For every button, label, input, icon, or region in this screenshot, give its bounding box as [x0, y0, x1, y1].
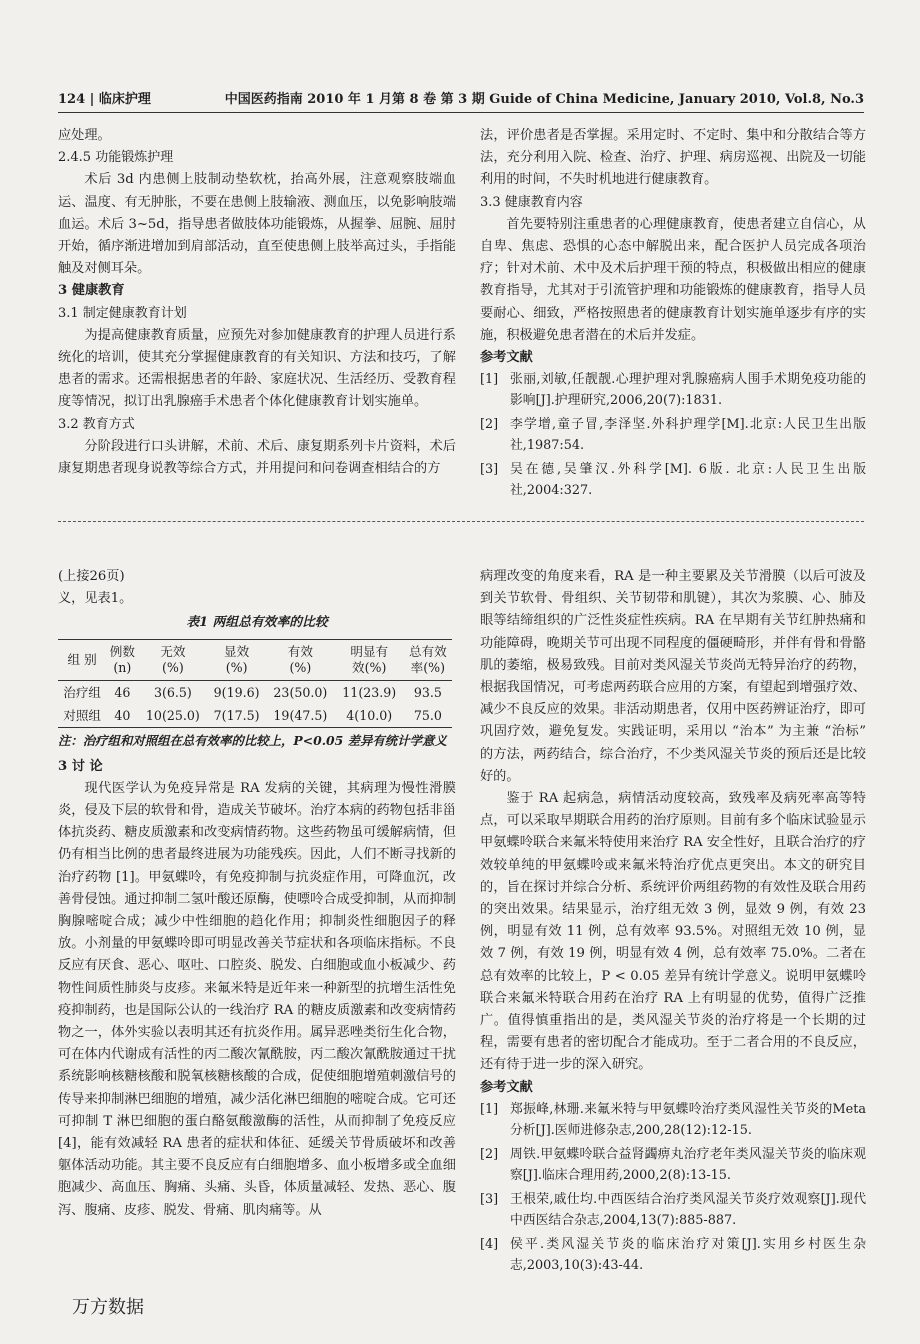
paragraph: 病理改变的角度来看，RA 是一种主要累及关节滑膜（以后可波及到关节软骨、骨组织、关节韧带和肌键），其次为浆膜、心、肺及眼等结缔组织的广泛性炎症性疾病。RA 在早期有关节红肿热痛和功能障碍，晚期关节可出现不同程度的僵硬畸形，并伴有骨和骨骼肌的萎缩，极易致残。目前对类风湿关节炎尚无特异治疗的药物，根据我国情况，可考虑两药联合应用的方案，有望起到增强疗效、减少不良反应的效果。非活动期患者，仅用中医药辨证治疗，即可巩固疗效，避免复发。实践证明，采用以 “治本” 为主兼 “治标” 的方法，两药结合，综合治疗，不少类风湿关节炎的预后还是比较好的。	[480, 569, 866, 784]
table-row	[58, 704, 452, 728]
continued-from: (上接26页)	[58, 569, 125, 584]
header-cell: 例数 (n)	[106, 639, 138, 680]
bottom-right-column	[480, 566, 866, 1279]
reference-item: [1] 张丽,刘敏,任靓靓.心理护理对乳腺癌病人围手术期免疫功能的影响[J].护理研究,2006,20(7):1831.	[480, 372, 866, 409]
reference-list	[480, 1099, 866, 1276]
subsection-heading: 3.3 健康教育内容	[480, 194, 583, 210]
header-left: 124 | 临床护理	[58, 92, 151, 107]
table-cell: 治疗组	[63, 684, 102, 700]
reference-item: [2] 周铁.甲氨蝶呤联合益肾蠲痹丸治疗老年类风湿关节炎的临床观察[J].临床合理用药,2000,2(8):13-15.	[480, 1146, 866, 1183]
paragraph: 首先要特别注重患者的心理健康教育，使患者建立自信心，从自卑、焦虑、恐惧的心态中解脱出来，配合医护人员完成各项治疗；针对术前、术中及术后护理干预的特点，积极做出相应的健康教育指导，尤其对于引流管护理和功能锻炼的健康教育，指导人员要耐心、细致，严格按照患者的健康教育计划实施单逐步有序的实施，积极避免患者潜在的术后并发症。	[480, 216, 866, 343]
header-cell: 显效 (%)	[207, 639, 266, 680]
table-cell: 10(25.0)	[138, 704, 207, 728]
section-heading: 3 讨 论	[58, 758, 103, 774]
table-cell: 93.5	[413, 684, 442, 700]
table-cell: 11(23.9)	[342, 684, 397, 700]
header-cell: 明显有 效(%)	[335, 639, 404, 680]
table-cell: 19(47.5)	[266, 704, 335, 728]
table-cell: 9(19.6)	[213, 684, 260, 700]
subsection-heading: 3.1 制定健康教育计划	[58, 305, 187, 321]
table-cell: 75.0	[404, 704, 452, 728]
table-note: 注：治疗组和对照组在总有效率的比较上，P<0.05 差异有统计学意义	[58, 732, 447, 748]
table-cell: 46	[114, 684, 131, 700]
paragraph: 鉴于 RA 起病急，病情活动度较高，致残率及病死率高等特点，可以采取早期联合用药的治疗原则。目前有多个临床试验显示甲氨蝶呤联合来氟米特使用来治疗 RA 安全性好，且联合治疗的疗效较单纯的甲氨蝶呤或来氟米特治疗优点更突出。本文的研究目的，旨在探讨并综合分析、系统评价两组药物的有效性及联合用药的突出效果。结果显示，治疗组无效 3 例，显效 9 例，有效 23 例，明显有效 11 例，总有效率 93.5%。对照组无效 10 例，显效 7 例，有效 19 例，明显有效 4 例，总有效率 75.0%。二者在总有效率的比较上，P < 0.05 差异有统计学意义。说明甲氨蝶呤联合来氟米特联合用药在治疗 RA 上有明显的优势，值得广泛推广。值得慎重指出的是，类风湿关节炎的治疗将是一个长期的过程，需要有患者的密切配合才能成功。至于二者合用的不良反应，还有待于进一步的深入研究。	[480, 791, 866, 1073]
bottom-left-column	[58, 566, 456, 1222]
references-heading: 参考文献	[480, 350, 533, 366]
journal-info: 中国医药指南 2010 年 1 月第 8 卷 第 3 期 Guide of China Medicine, January 2010, Vol.8, No.3	[224, 92, 864, 107]
table-cell: 40	[106, 704, 138, 728]
subsection-heading: 3.2 教育方式	[58, 416, 135, 432]
reference-list	[480, 369, 866, 501]
subsection-heading: 2.4.5 功能锻炼护理	[58, 150, 174, 166]
top-right-column	[480, 125, 866, 504]
article-divider	[58, 521, 864, 522]
paragraph: 术后 3d 内患侧上肢制动垫软枕，抬高外展，注意观察肢端血运、温度、有无肿胀，不要在患侧上肢输液、测血压，以免影响肢端血运。术后 3~5d，指导患者做肢体功能锻炼，从握拳、屈腕、屈肘开始，循序渐进增加到肩部活动，直至使患侧上肢举高过头，手指能触及对侧耳朵。	[58, 172, 456, 277]
reference-item: [1] 郑振峰,林珊.来氟米特与甲氨蝶呤治疗类风湿性关节炎的Meta分析[J].医师进修杂志,200,28(12):12-15.	[480, 1101, 866, 1138]
table-caption: 表1 两组总有效率的比较	[186, 615, 328, 631]
table-cell: 4(10.0)	[335, 704, 404, 728]
top-left-column	[58, 125, 456, 480]
paragraph: 分阶段进行口头讲解，术前、术后、康复期系列卡片资料，术后康复期患者现身说教等综合方式，并用提问和问卷调查相结合的方	[58, 438, 456, 477]
page-number: 124	[58, 92, 86, 107]
header-cell: 无效 (%)	[138, 639, 207, 680]
table-row	[58, 680, 452, 704]
reference-item: [3] 吴在德,吴肇汉.外科学[M]. 6版. 北京:人民卫生出版社,2004:327.	[480, 462, 866, 499]
table-cell: 3(6.5)	[153, 684, 192, 700]
section-heading: 3 健康教育	[58, 283, 125, 299]
section-name: 临床护理	[98, 92, 151, 107]
results-table	[58, 639, 452, 728]
table-header-row	[58, 639, 452, 680]
paragraph: 现代医学认为免疫异常是 RA 发病的关键，其病理为慢性滑膜炎，侵及下层的软骨和骨，造成关节破坏。治疗本病的药物包括非甾体抗炎药、糖皮质激素和改变病情药物。这些药物虽可缓解病情，但仍有相当比例的患者最终进展为功能残疾。因此，人们不断寻找新的治疗药物 [1]。甲氨蝶呤，有免疫抑制与抗炎症作用，可降血沉，改善骨侵蚀。通过抑制二氢叶酸还原酶，使嘌呤合成受抑制，从而抑制胸腺嘧啶合成；减少中性细胞的趋化作用；抑制炎性细胞因子的释放。小剂量的甲氨蝶呤即可明显改善关节症状和各项临床指标。不良反应有厌食、恶心、呕吐、口腔炎、脱发、白细胞或血小板减少、药物性间质性肺炎与皮疹。来氟米特是近年来一种新型的抗增生活性免疫抑制药，也是国际公认的一线治疗 RA 的糖皮质激素和改变病情药物之一，体外实验以表明其还有抗炎作用。属异恶唑类衍生化合物，可在体内代谢成有活性的丙二酸次氰酰胺，丙二酸次氰酰胺通过干扰系统影响核糖核酸和脱氧核糖核酸的合成，促使细胞增殖刺激信号的传导来抑制淋巴细胞的增殖，减少活化淋巴细胞的嘧啶合成。它可还可抑制 T 淋巴细胞的蛋白酪氨酸激酶的活性，从而抑制了免疫反应 [4]，能有效减轻 RA 患者的症状和体征、延缓关节骨质破坏和改善躯体活动功能。其主要不良反应有白细胞增多、血小板增多或全血细胞减少、高血压、胸痛、头痛、头昏，体质量减轻、发热、恶心、腹泻、腹痛、皮疹、脱发、骨痛、肌肉痛等。从	[58, 780, 456, 1218]
header-cell: 总有效 率(%)	[404, 639, 452, 680]
table-cell: 23(50.0)	[273, 684, 328, 700]
header-cell: 组 别	[58, 639, 106, 680]
paragraph: 义，见表1。	[58, 591, 133, 607]
header-cell: 有效 (%)	[266, 639, 335, 680]
reference-item: [2] 李学增,童子冒,李泽坚.外科护理学[M].北京:人民卫生出版社,1987:54.	[480, 417, 866, 454]
table-cell: 7(17.5)	[207, 704, 266, 728]
paragraph: 为提高健康教育质量，应预先对参加健康教育的护理人员进行系统化的培训，使其充分掌握健康教育的有关知识、方法和技巧，了解患者的需求。还需根据患者的年龄、家庭状况、生活经历、受教育程度等情况，拟订出乳腺癌手术患者个体化健康教育计划实施单。	[58, 327, 456, 410]
reference-item: [3] 王根荣,戚仕均.中西医结合治疗类风湿关节炎疗效观察[J].现代中西医结合杂志,2004,13(7):885-887.	[480, 1191, 866, 1228]
running-header	[58, 86, 864, 113]
paragraph: 法，评价患者是否掌握。采用定时、不定时、集中和分散结合等方法，充分利用入院、检查、治疗、护理、病房巡视、出院及一切能利用的时间，不失时机地进行健康教育。	[480, 128, 866, 188]
table-cell: 对照组	[58, 704, 106, 728]
wanfang-watermark: 万方数据	[72, 1297, 144, 1318]
continued-text: 应处理。	[58, 128, 111, 143]
reference-item: [4] 侯平.类风湿关节炎的临床治疗对策[J].实用乡村医生杂志,2003,10(3):43-44.	[480, 1236, 866, 1273]
references-heading: 参考文献	[480, 1079, 533, 1095]
